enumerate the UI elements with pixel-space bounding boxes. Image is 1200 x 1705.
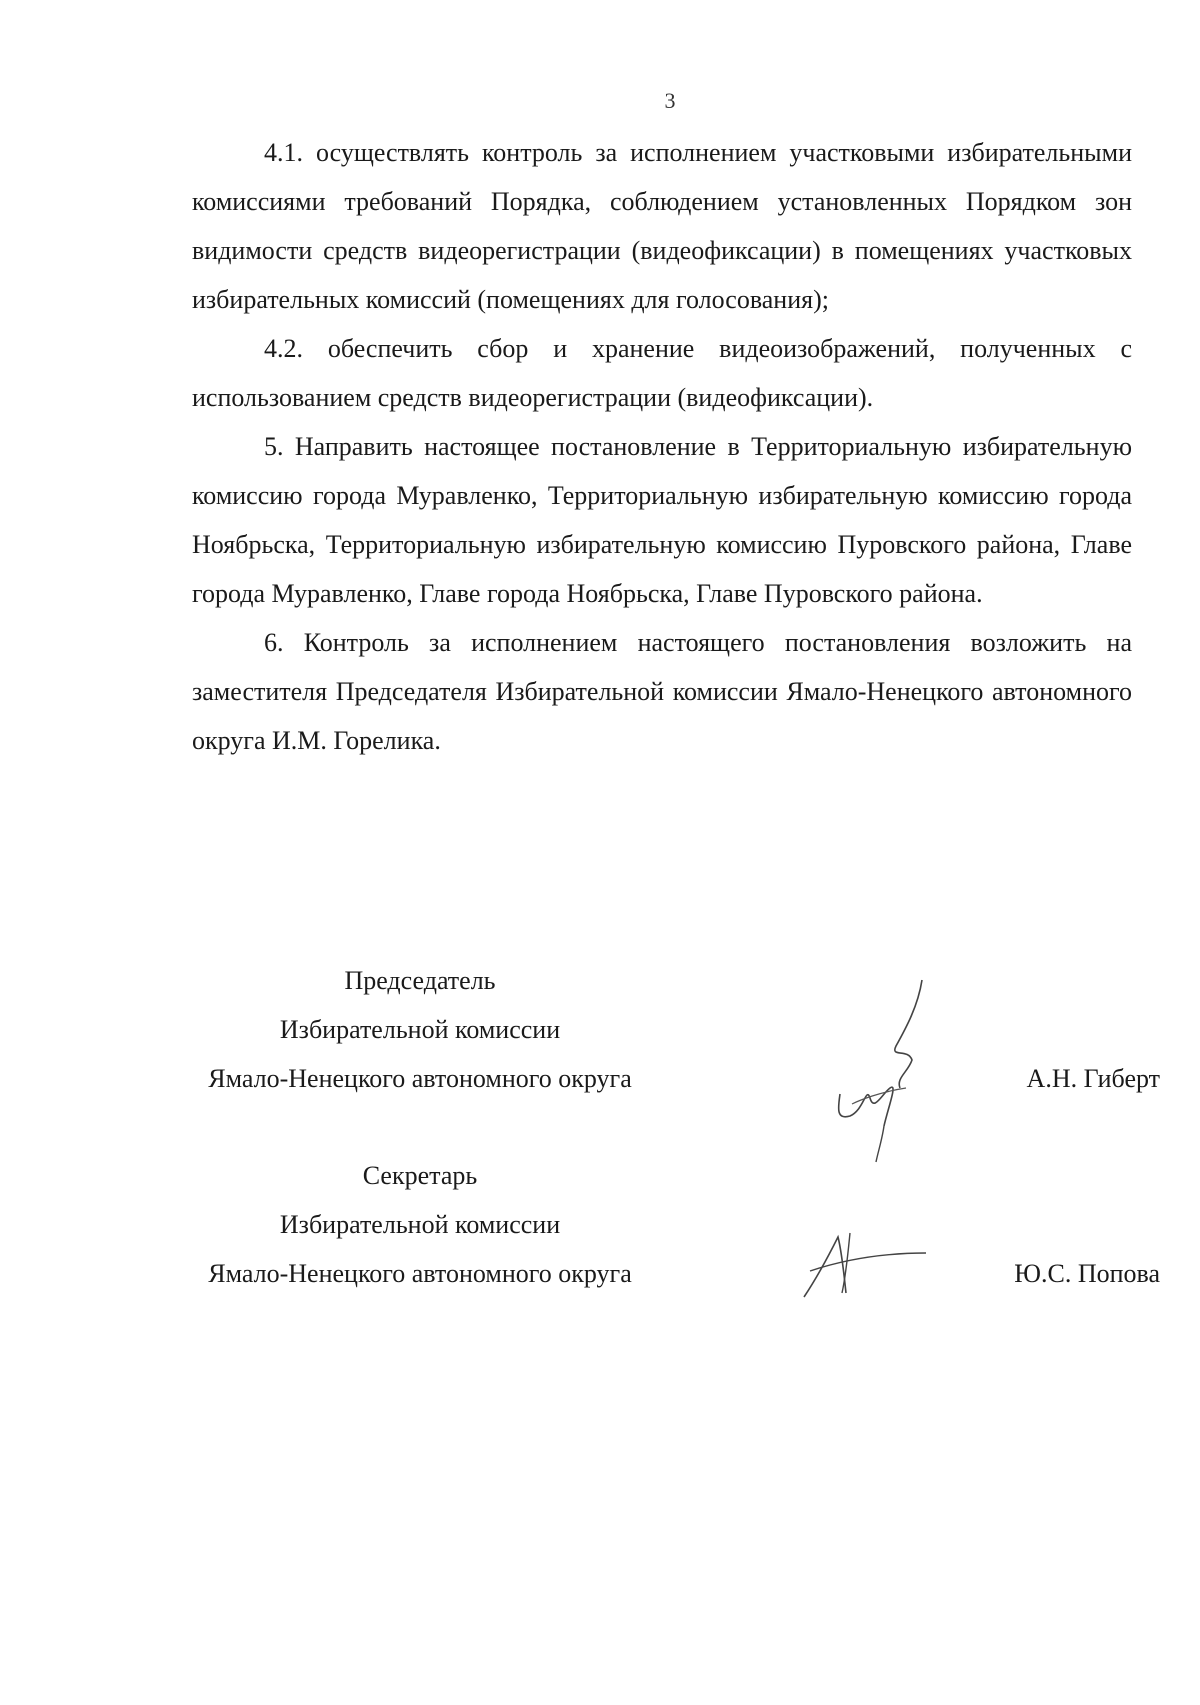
handwritten-signature <box>830 976 940 1166</box>
signature-title-line: Ямало-Ненецкого автономного округа <box>208 1064 632 1093</box>
signature-title-line: Председатель <box>344 966 496 995</box>
document-body <box>192 128 1132 765</box>
paragraph-5: 5. Направить настоящее постановление в Территориальную избирательную комиссию города Муравленко, Территориальную избирательную комиссию города Ноябрьска, Территориальную избирательную комиссию Пуровского района, Главе города Муравленко, Главе города Ноябрьска, Главе Пуровского района. <box>192 432 1132 608</box>
signatory-name: Ю.С. Попова <box>1014 1259 1160 1288</box>
paragraph-4-2: 4.2. обеспечить сбор и хранение видеоизображений, полученных с использованием средств видеорегистрации (видеофиксации). <box>192 334 1132 412</box>
signatory-name: А.Н. Гиберт <box>1026 1064 1160 1093</box>
signature-title-line: Ямало-Ненецкого автономного округа <box>208 1259 632 1288</box>
page-number: 3 <box>664 88 676 113</box>
signature-title-line: Секретарь <box>362 1161 478 1190</box>
signature-title <box>150 956 690 1103</box>
signature-title <box>150 1151 690 1298</box>
signature-block-chairman <box>150 956 1160 1106</box>
handwritten-signature <box>800 1231 930 1301</box>
paragraph-4-1: 4.1. осуществлять контроль за исполнением участковыми избирательными комиссиями требований Порядка, соблюдением установленных Порядком зон видимости средств видеорегистрации (видеофиксации) в помещениях участковых избирательных комиссий (помещениях для голосования); <box>192 138 1132 314</box>
signature-block-secretary <box>150 1151 1160 1301</box>
paragraph-6: 6. Контроль за исполнением настоящего постановления возложить на заместителя Председателя Избирательной комиссии Ямало-Ненецкого автономного округа И.М. Горелика. <box>192 628 1132 755</box>
signature-title-line: Избирательной комиссии <box>279 1015 561 1044</box>
signature-title-line: Избирательной комиссии <box>279 1210 561 1239</box>
